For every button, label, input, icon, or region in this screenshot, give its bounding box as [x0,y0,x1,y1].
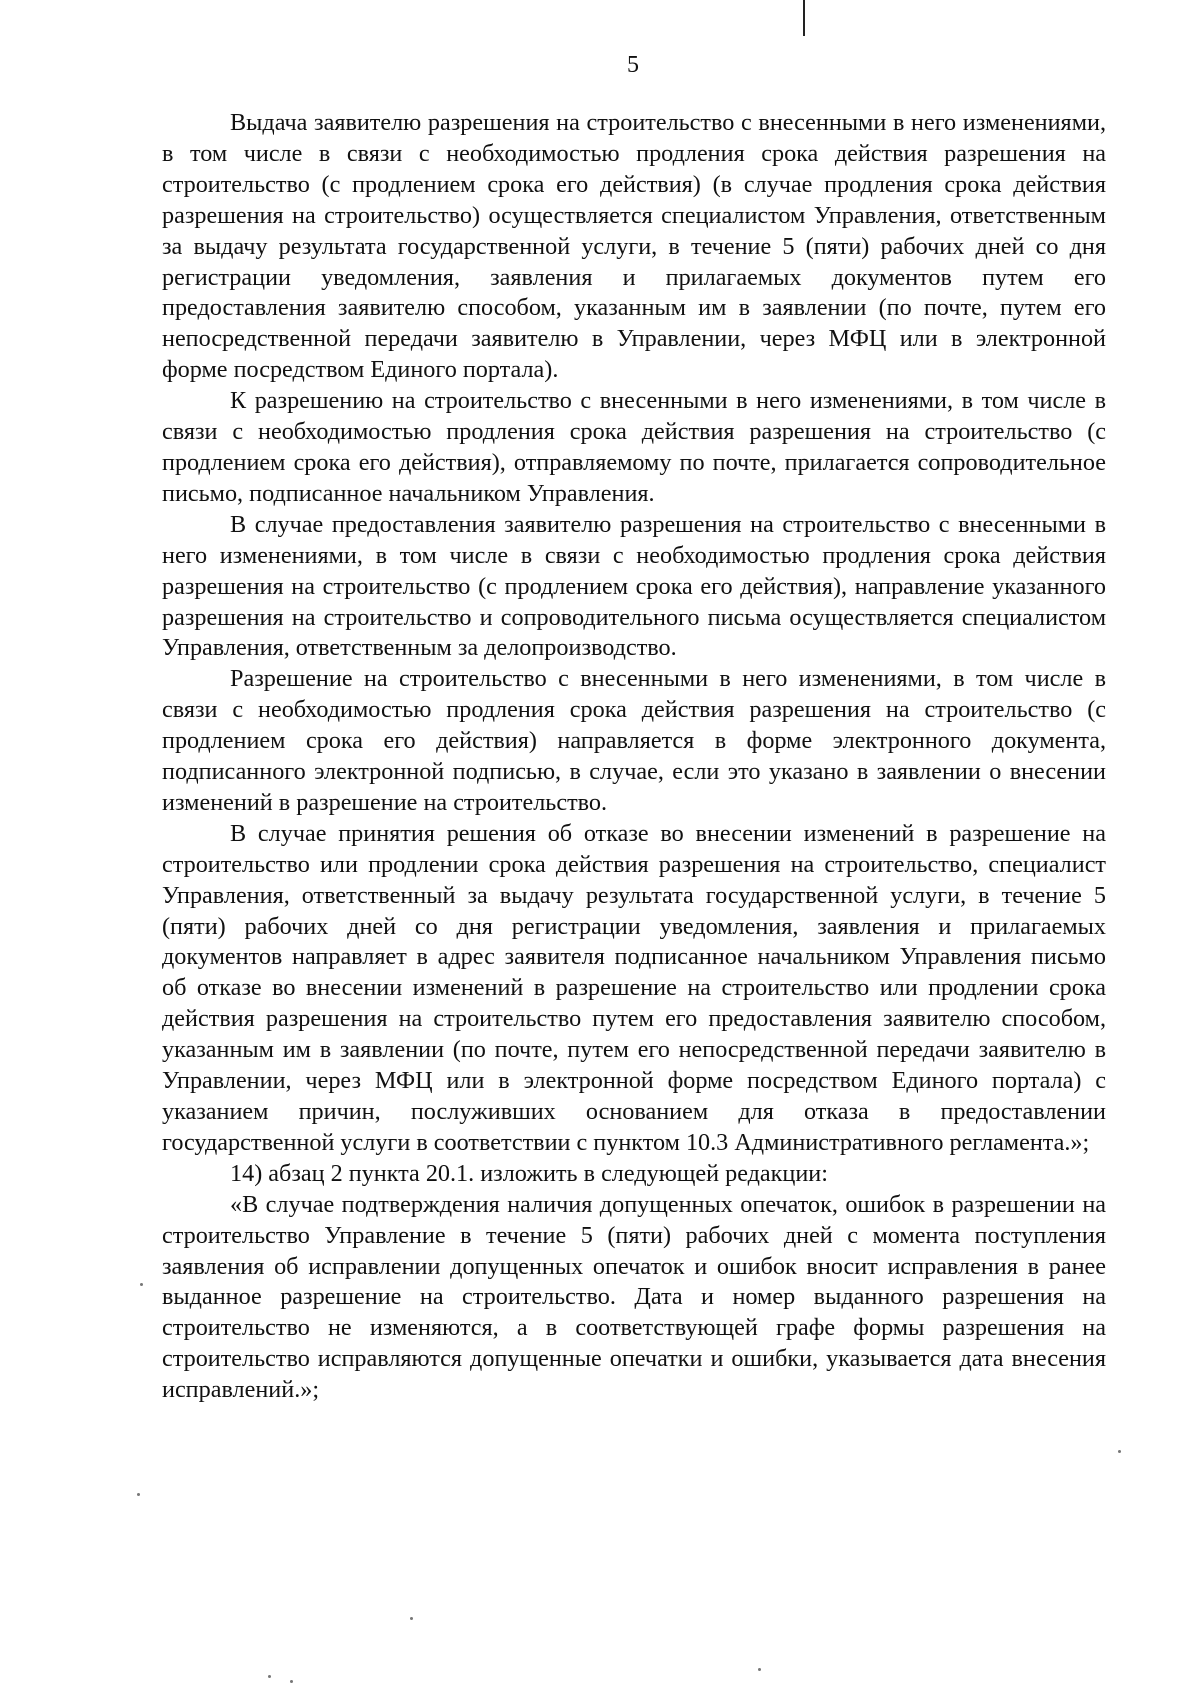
scan-artifact-line [803,0,805,36]
scan-speck [140,1283,143,1286]
paragraph-issuance: Выдача заявителю разрешения на строительство с внесенными в него изменениями, в том числе в связи с необходимостью продления срока действия разрешения на строительство (с продлением срока его действия) (в случае продления срока действия разрешения на строительство) осуществляется специалистом Управления, ответственным за выдачу результата государственной услуги, в течение 5 (пяти) рабочих дней со дня регистрации уведомления, заявления и прилагаемых документов путем его предоставления заявителю способом, указанным им в заявлении (по почте, путем его непосредственной передачи заявителю в Управлении, через МФЦ или в электронной форме посредством Единого портала). [162,109,1106,384]
scan-speck [758,1668,761,1671]
scan-speck [1118,1450,1121,1453]
paragraph-sending: В случае предоставления заявителю разрешения на строительство с внесенными в него изменениями, в том числе в связи с необходимостью продления срока действия разрешения на строительство (с продлением срока его действия), направление указанного разрешения на строительство и сопроводительного письма осуществляется специалистом Управления, ответственным за делопроизводство. [162,510,1106,662]
scan-speck [268,1675,271,1678]
scan-speck [137,1493,140,1496]
page-number: 5 [627,52,639,78]
paragraph-amendment-14: 14) абзац 2 пункта 20.1. изложить в следующей редакции: [230,1159,828,1187]
paragraph-cover-letter: К разрешению на строительство с внесенными в него изменениями, в том числе в связи с необходимостью продления срока действия разрешения на строительство (с продлением срока его действия), отправляемому по почте, прилагается сопроводительное письмо, подписанное начальником Управления. [162,387,1106,507]
scan-speck [410,1617,413,1620]
document-body [162,108,1106,1406]
paragraph-refusal: В случае принятия решения об отказе во внесении изменений в разрешение на строительство или продлении срока действия разрешения на строительство, специалист Управления, ответственный за выдачу результата государственной услуги, в течение 5 (пяти) рабочих дней со дня регистрации уведомления, заявления и прилагаемых документов направляет в адрес заявителя подписанное начальником Управления письмо об отказе во внесении изменений в разрешение на строительство или продлении срока действия разрешения на строительство путем его предоставления заявителю способом, указанным им в заявлении (по почте, путем его непосредственной передачи заявителю в Управлении, через МФЦ или в электронной форме посредством Единого портала) с указанием причин, послуживших основанием для отказа в предоставлении государственной услуги в соответствии с пунктом 10.3 Административного регламента.»; [162,819,1106,1156]
paragraph-corrections: «В случае подтверждения наличия допущенных опечаток, ошибок в разрешении на строительство Управление в течение 5 (пяти) рабочих дней с момента поступления заявления об исправлении допущенных опечаток и ошибок вносит исправления в ранее выданное разрешение на строительство. Дата и номер выданного разрешения на строительство не изменяются, а в соответствующей графе формы разрешения на строительство исправляются допущенные опечатки и ошибки, указывается дата внесения исправлений.»; [162,1190,1106,1404]
paragraph-electronic-form: Разрешение на строительство с внесенными в него изменениями, в том числе в связи с необходимостью продления срока действия разрешения на строительство (с продлением срока его действия) направляется в форме электронного документа, подписанного электронной подписью, в случае, если это указано в заявлении о внесении изменений в разрешение на строительство. [162,665,1106,816]
scan-speck [290,1680,293,1683]
